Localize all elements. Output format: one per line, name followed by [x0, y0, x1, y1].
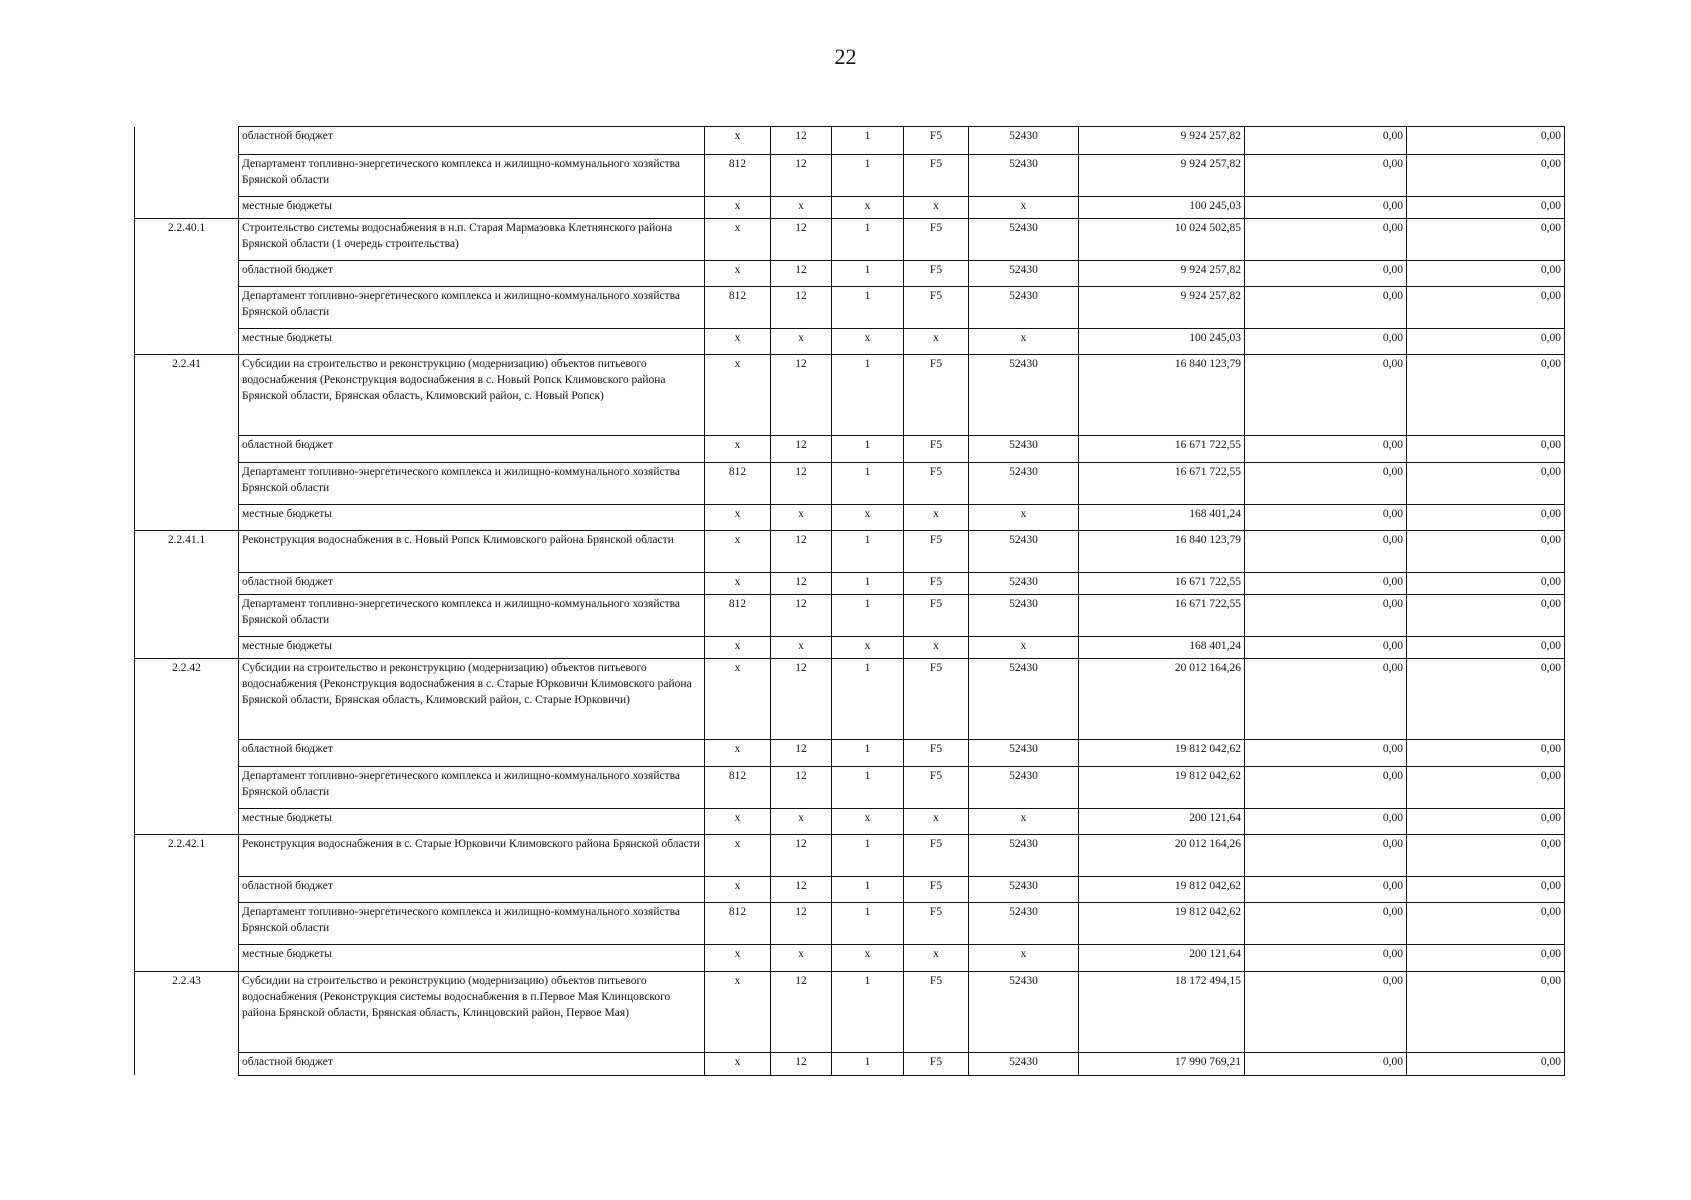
row-name: областной бюджет [239, 260, 705, 286]
row-code [135, 435, 239, 462]
row-admin-code: х [705, 876, 771, 902]
row-admin-code: 812 [705, 462, 771, 504]
table-row [135, 902, 1565, 944]
table-row [135, 876, 1565, 902]
table-row [135, 1052, 1565, 1075]
row-code: 2.2.40.1 [135, 218, 239, 260]
row-amount-1: 16 671 722,55 [1079, 572, 1245, 594]
row-amount-1: 9 924 257,82 [1079, 127, 1245, 155]
row-name: Реконструкция водоснабжения в с. Старые Юрковичи Климовского района Брянской области [239, 834, 705, 876]
row-amount-1: 20 012 164,26 [1079, 834, 1245, 876]
row-program-code: х [904, 808, 969, 834]
row-name: местные бюджеты [239, 944, 705, 971]
row-name: местные бюджеты [239, 197, 705, 219]
row-section: 12 [771, 739, 832, 766]
row-section: 12 [771, 530, 832, 572]
row-expense-code: х [969, 636, 1079, 658]
row-expense-code: 52430 [969, 462, 1079, 504]
row-amount-3: 0,00 [1407, 328, 1565, 354]
row-expense-code: 52430 [969, 530, 1079, 572]
row-subsection: х [832, 636, 904, 658]
row-amount-2: 0,00 [1245, 197, 1407, 219]
row-admin-code: х [705, 658, 771, 739]
row-amount-3: 0,00 [1407, 572, 1565, 594]
row-admin-code: х [705, 636, 771, 658]
row-name: областной бюджет [239, 127, 705, 155]
row-section: 12 [771, 462, 832, 504]
row-subsection: 1 [832, 739, 904, 766]
row-admin-code: х [705, 808, 771, 834]
row-amount-3: 0,00 [1407, 530, 1565, 572]
row-amount-1: 16 840 123,79 [1079, 354, 1245, 435]
row-amount-1: 9 924 257,82 [1079, 286, 1245, 328]
row-amount-2: 0,00 [1245, 218, 1407, 260]
row-section: 12 [771, 834, 832, 876]
table-row [135, 944, 1565, 971]
row-name: областной бюджет [239, 876, 705, 902]
row-admin-code: х [705, 834, 771, 876]
row-expense-code: х [969, 328, 1079, 354]
row-name: Департамент топливно-энергетического комплекса и жилищно-коммунального хозяйства Брянской области [239, 766, 705, 808]
row-admin-code: х [705, 504, 771, 530]
row-section: 12 [771, 572, 832, 594]
row-subsection: 1 [832, 876, 904, 902]
row-admin-code: х [705, 127, 771, 155]
row-amount-1: 19 812 042,62 [1079, 902, 1245, 944]
row-amount-2: 0,00 [1245, 1052, 1407, 1075]
row-program-code: F5 [904, 260, 969, 286]
row-subsection: 1 [832, 462, 904, 504]
row-amount-2: 0,00 [1245, 658, 1407, 739]
table-row [135, 530, 1565, 572]
row-amount-1: 16 671 722,55 [1079, 462, 1245, 504]
row-expense-code: 52430 [969, 834, 1079, 876]
row-amount-3: 0,00 [1407, 834, 1565, 876]
row-code [135, 739, 239, 766]
row-name: Департамент топливно-энергетического комплекса и жилищно-коммунального хозяйства Брянской области [239, 155, 705, 197]
row-amount-1: 19 812 042,62 [1079, 766, 1245, 808]
row-amount-2: 0,00 [1245, 354, 1407, 435]
row-amount-1: 200 121,64 [1079, 808, 1245, 834]
row-name: местные бюджеты [239, 328, 705, 354]
row-amount-1: 18 172 494,15 [1079, 971, 1245, 1052]
row-amount-2: 0,00 [1245, 766, 1407, 808]
row-amount-3: 0,00 [1407, 658, 1565, 739]
row-amount-3: 0,00 [1407, 218, 1565, 260]
row-expense-code: 52430 [969, 155, 1079, 197]
row-expense-code: 52430 [969, 658, 1079, 739]
row-subsection: 1 [832, 766, 904, 808]
row-name: областной бюджет [239, 435, 705, 462]
row-expense-code: х [969, 197, 1079, 219]
row-admin-code: х [705, 435, 771, 462]
row-amount-2: 0,00 [1245, 902, 1407, 944]
row-amount-1: 16 671 722,55 [1079, 435, 1245, 462]
table-row [135, 739, 1565, 766]
row-admin-code: х [705, 944, 771, 971]
table-row [135, 155, 1565, 197]
row-subsection: 1 [832, 658, 904, 739]
row-amount-2: 0,00 [1245, 127, 1407, 155]
row-amount-2: 0,00 [1245, 504, 1407, 530]
row-section: 12 [771, 971, 832, 1052]
row-amount-1: 10 024 502,85 [1079, 218, 1245, 260]
row-section: 12 [771, 594, 832, 636]
row-section: 12 [771, 876, 832, 902]
row-amount-2: 0,00 [1245, 739, 1407, 766]
row-section: х [771, 808, 832, 834]
row-program-code: F5 [904, 127, 969, 155]
row-expense-code: 52430 [969, 971, 1079, 1052]
row-program-code: F5 [904, 594, 969, 636]
row-subsection: 1 [832, 127, 904, 155]
row-subsection: 1 [832, 218, 904, 260]
row-section: 12 [771, 260, 832, 286]
row-program-code: F5 [904, 530, 969, 572]
row-subsection: 1 [832, 594, 904, 636]
row-admin-code: 812 [705, 155, 771, 197]
row-section: 12 [771, 1052, 832, 1075]
table-row [135, 218, 1565, 260]
row-amount-2: 0,00 [1245, 286, 1407, 328]
row-program-code: F5 [904, 658, 969, 739]
row-amount-1: 200 121,64 [1079, 944, 1245, 971]
row-section: 12 [771, 218, 832, 260]
row-subsection: 1 [832, 435, 904, 462]
row-amount-1: 100 245,03 [1079, 328, 1245, 354]
row-program-code: х [904, 504, 969, 530]
row-admin-code: х [705, 971, 771, 1052]
row-expense-code: 52430 [969, 435, 1079, 462]
row-admin-code: х [705, 354, 771, 435]
row-amount-3: 0,00 [1407, 260, 1565, 286]
row-program-code: F5 [904, 971, 969, 1052]
row-amount-2: 0,00 [1245, 944, 1407, 971]
row-name: местные бюджеты [239, 636, 705, 658]
table-row [135, 260, 1565, 286]
row-subsection: х [832, 944, 904, 971]
row-subsection: х [832, 504, 904, 530]
row-amount-1: 100 245,03 [1079, 197, 1245, 219]
row-program-code: F5 [904, 572, 969, 594]
row-name: Субсидии на строительство и реконструкцию (модернизацию) объектов питьевого водоснабжения (Реконструкция водоснабжения в с. Новый Ропск Климовского района Брянской области, Брянская область, Климовский район, с. Новый Ропск) [239, 354, 705, 435]
row-amount-3: 0,00 [1407, 286, 1565, 328]
row-subsection: 1 [832, 354, 904, 435]
row-program-code: F5 [904, 462, 969, 504]
row-name: областной бюджет [239, 739, 705, 766]
row-program-code: F5 [904, 834, 969, 876]
row-amount-1: 19 812 042,62 [1079, 739, 1245, 766]
row-code [135, 260, 239, 286]
row-name: Субсидии на строительство и реконструкцию (модернизацию) объектов питьевого водоснабжения (Реконструкция водоснабжения в с. Старые Юрковичи Климовского района Брянской области, Брянская область, Климовский район, с. Старые Юрковичи) [239, 658, 705, 739]
row-amount-1: 168 401,24 [1079, 636, 1245, 658]
row-admin-code: 812 [705, 766, 771, 808]
row-name: местные бюджеты [239, 808, 705, 834]
row-section: 12 [771, 902, 832, 944]
row-program-code: F5 [904, 876, 969, 902]
row-code [135, 808, 239, 834]
row-code: 2.2.43 [135, 971, 239, 1052]
row-admin-code: 812 [705, 286, 771, 328]
row-subsection: 1 [832, 530, 904, 572]
row-name: Субсидии на строительство и реконструкцию (модернизацию) объектов питьевого водоснабжения (Реконструкция системы водоснабжения в п.Первое Мая Клинцовского района Брянской области, Брянская область, Клинцовский район, Первое Мая) [239, 971, 705, 1052]
row-code [135, 197, 239, 219]
row-program-code: F5 [904, 155, 969, 197]
row-code [135, 155, 239, 197]
row-amount-2: 0,00 [1245, 435, 1407, 462]
budget-table [134, 126, 1565, 1076]
table-row [135, 354, 1565, 435]
row-subsection: 1 [832, 260, 904, 286]
row-section: 12 [771, 286, 832, 328]
row-admin-code: х [705, 530, 771, 572]
budget-table-body [135, 127, 1565, 1076]
row-expense-code: х [969, 504, 1079, 530]
row-code [135, 876, 239, 902]
row-expense-code: 52430 [969, 286, 1079, 328]
row-name: Реконструкция водоснабжения в с. Новый Ропск Климовского района Брянской области [239, 530, 705, 572]
row-expense-code: 52430 [969, 218, 1079, 260]
row-amount-2: 0,00 [1245, 260, 1407, 286]
row-amount-3: 0,00 [1407, 354, 1565, 435]
row-subsection: 1 [832, 971, 904, 1052]
row-amount-1: 17 990 769,21 [1079, 1052, 1245, 1075]
row-name: Департамент топливно-энергетического комплекса и жилищно-коммунального хозяйства Брянской области [239, 594, 705, 636]
row-amount-3: 0,00 [1407, 808, 1565, 834]
table-row [135, 971, 1565, 1052]
row-program-code: F5 [904, 218, 969, 260]
row-subsection: 1 [832, 902, 904, 944]
row-section: 12 [771, 658, 832, 739]
row-name: Департамент топливно-энергетического комплекса и жилищно-коммунального хозяйства Брянской области [239, 286, 705, 328]
row-expense-code: 52430 [969, 1052, 1079, 1075]
row-amount-2: 0,00 [1245, 636, 1407, 658]
row-amount-2: 0,00 [1245, 808, 1407, 834]
row-subsection: 1 [832, 155, 904, 197]
row-expense-code: 52430 [969, 876, 1079, 902]
row-admin-code: х [705, 260, 771, 286]
row-name: Департамент топливно-энергетического комплекса и жилищно-коммунального хозяйства Брянской области [239, 902, 705, 944]
row-amount-2: 0,00 [1245, 834, 1407, 876]
table-row [135, 504, 1565, 530]
row-amount-1: 168 401,24 [1079, 504, 1245, 530]
row-subsection: 1 [832, 834, 904, 876]
row-admin-code: х [705, 739, 771, 766]
row-expense-code: 52430 [969, 594, 1079, 636]
row-amount-3: 0,00 [1407, 971, 1565, 1052]
row-subsection: х [832, 808, 904, 834]
row-code [135, 572, 239, 594]
row-section: х [771, 328, 832, 354]
row-amount-1: 16 840 123,79 [1079, 530, 1245, 572]
row-amount-3: 0,00 [1407, 462, 1565, 504]
row-expense-code: х [969, 944, 1079, 971]
row-amount-2: 0,00 [1245, 971, 1407, 1052]
table-row [135, 197, 1565, 219]
row-section: х [771, 197, 832, 219]
row-amount-3: 0,00 [1407, 127, 1565, 155]
row-expense-code: 52430 [969, 127, 1079, 155]
row-expense-code: х [969, 808, 1079, 834]
row-amount-3: 0,00 [1407, 902, 1565, 944]
table-row [135, 808, 1565, 834]
row-expense-code: 52430 [969, 572, 1079, 594]
row-amount-3: 0,00 [1407, 1052, 1565, 1075]
table-row [135, 834, 1565, 876]
row-name: Департамент топливно-энергетического комплекса и жилищно-коммунального хозяйства Брянской области [239, 462, 705, 504]
row-section: 12 [771, 766, 832, 808]
row-code [135, 504, 239, 530]
table-row [135, 594, 1565, 636]
row-subsection: 1 [832, 1052, 904, 1075]
row-section: 12 [771, 435, 832, 462]
table-row [135, 127, 1565, 155]
row-amount-3: 0,00 [1407, 636, 1565, 658]
row-name: местные бюджеты [239, 504, 705, 530]
row-code: 2.2.41.1 [135, 530, 239, 572]
row-admin-code: х [705, 218, 771, 260]
row-expense-code: 52430 [969, 260, 1079, 286]
row-code [135, 636, 239, 658]
row-amount-3: 0,00 [1407, 155, 1565, 197]
row-name: областной бюджет [239, 572, 705, 594]
row-amount-3: 0,00 [1407, 766, 1565, 808]
row-amount-3: 0,00 [1407, 435, 1565, 462]
table-row [135, 286, 1565, 328]
row-amount-2: 0,00 [1245, 594, 1407, 636]
row-amount-2: 0,00 [1245, 876, 1407, 902]
row-expense-code: 52430 [969, 739, 1079, 766]
table-row [135, 462, 1565, 504]
row-expense-code: 52430 [969, 354, 1079, 435]
row-subsection: х [832, 197, 904, 219]
row-section: х [771, 636, 832, 658]
page-number: 22 [834, 44, 857, 69]
row-program-code: х [904, 197, 969, 219]
row-code [135, 944, 239, 971]
row-admin-code: х [705, 1052, 771, 1075]
row-code [135, 1052, 239, 1075]
row-amount-2: 0,00 [1245, 155, 1407, 197]
row-admin-code: х [705, 572, 771, 594]
row-amount-2: 0,00 [1245, 572, 1407, 594]
row-admin-code: 812 [705, 902, 771, 944]
row-amount-1: 20 012 164,26 [1079, 658, 1245, 739]
row-program-code: х [904, 944, 969, 971]
row-section: 12 [771, 155, 832, 197]
row-code: 2.2.42 [135, 658, 239, 739]
row-section: 12 [771, 354, 832, 435]
row-section: 12 [771, 127, 832, 155]
row-program-code: F5 [904, 1052, 969, 1075]
row-program-code: F5 [904, 902, 969, 944]
row-code [135, 286, 239, 328]
row-amount-3: 0,00 [1407, 197, 1565, 219]
row-program-code: F5 [904, 739, 969, 766]
row-amount-2: 0,00 [1245, 530, 1407, 572]
row-program-code: F5 [904, 286, 969, 328]
table-row [135, 636, 1565, 658]
row-section: х [771, 504, 832, 530]
row-amount-1: 16 671 722,55 [1079, 594, 1245, 636]
row-code [135, 902, 239, 944]
row-admin-code: х [705, 328, 771, 354]
row-amount-2: 0,00 [1245, 462, 1407, 504]
row-section: х [771, 944, 832, 971]
row-code: 2.2.41 [135, 354, 239, 435]
row-code [135, 594, 239, 636]
row-amount-3: 0,00 [1407, 739, 1565, 766]
row-expense-code: 52430 [969, 766, 1079, 808]
row-subsection: 1 [832, 572, 904, 594]
table-row [135, 435, 1565, 462]
row-program-code: х [904, 636, 969, 658]
row-amount-1: 9 924 257,82 [1079, 260, 1245, 286]
row-amount-2: 0,00 [1245, 328, 1407, 354]
row-amount-3: 0,00 [1407, 504, 1565, 530]
table-row [135, 328, 1565, 354]
table-row [135, 658, 1565, 739]
row-subsection: х [832, 328, 904, 354]
row-admin-code: 812 [705, 594, 771, 636]
row-program-code: F5 [904, 766, 969, 808]
row-amount-3: 0,00 [1407, 594, 1565, 636]
table-row [135, 572, 1565, 594]
row-program-code: х [904, 328, 969, 354]
row-program-code: F5 [904, 435, 969, 462]
row-amount-3: 0,00 [1407, 944, 1565, 971]
row-code [135, 462, 239, 504]
row-name: областной бюджет [239, 1052, 705, 1075]
row-code [135, 766, 239, 808]
row-amount-1: 9 924 257,82 [1079, 155, 1245, 197]
row-program-code: F5 [904, 354, 969, 435]
row-name: Строительство системы водоснабжения в н.п. Старая Мармазовка Клетнянского района Брянской области (1 очередь строительства) [239, 218, 705, 260]
row-subsection: 1 [832, 286, 904, 328]
row-admin-code: х [705, 197, 771, 219]
row-amount-1: 19 812 042,62 [1079, 876, 1245, 902]
row-code [135, 328, 239, 354]
row-amount-3: 0,00 [1407, 876, 1565, 902]
row-code: 2.2.42.1 [135, 834, 239, 876]
row-expense-code: 52430 [969, 902, 1079, 944]
table-row [135, 766, 1565, 808]
row-code [135, 127, 239, 155]
